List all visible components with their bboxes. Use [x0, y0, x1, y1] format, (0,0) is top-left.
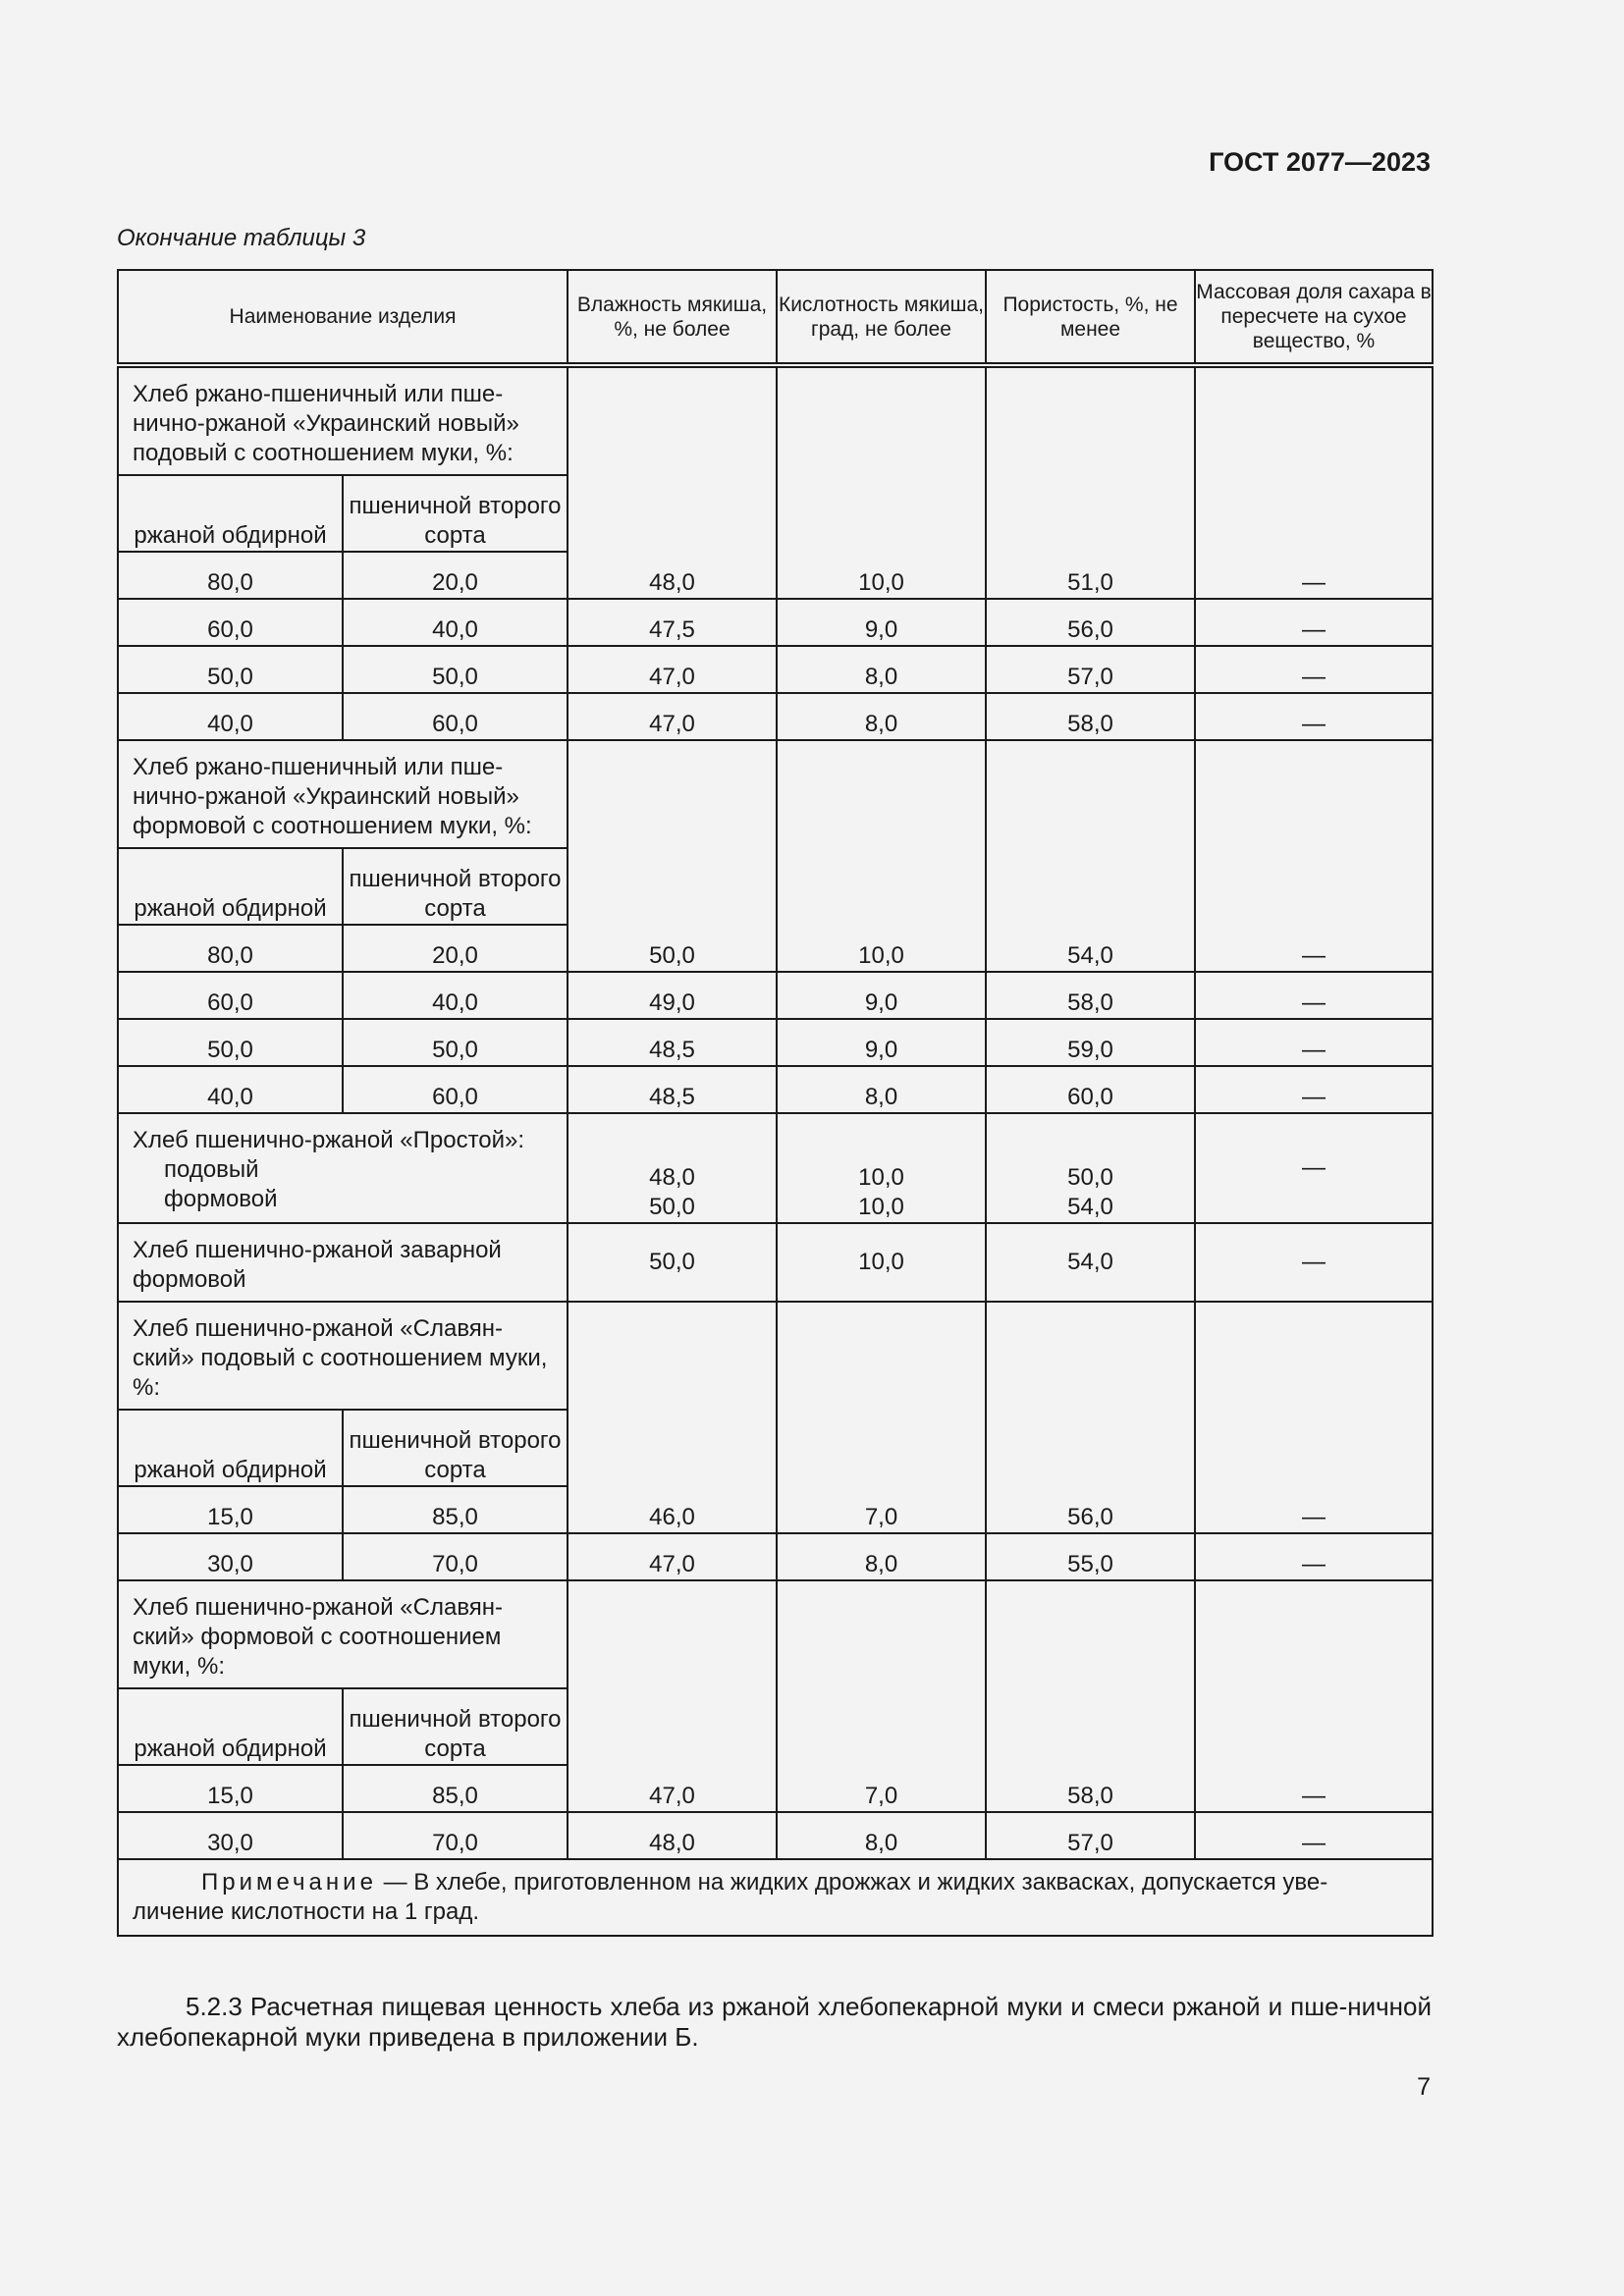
cell-rye: 50,0 — [118, 646, 343, 693]
cell-sugar: — — [1195, 1580, 1433, 1812]
cell-porosity: 51,0 — [986, 365, 1195, 599]
flour-rye-label: ржаной обдирной — [118, 848, 343, 925]
cell-rye: 60,0 — [118, 972, 343, 1019]
cell-rye: 15,0 — [118, 1765, 343, 1812]
table-row — [118, 693, 1433, 740]
cell-acidity: 8,0 — [777, 1066, 986, 1113]
cell-rye: 80,0 — [118, 552, 343, 599]
cell-rye: 30,0 — [118, 1812, 343, 1859]
cell-acidity: 9,0 — [777, 972, 986, 1019]
value-acidity: 10,0 — [858, 1194, 904, 1220]
cell-moisture: 49,0 — [568, 972, 777, 1019]
cell-acidity: 7,0 — [777, 1580, 986, 1812]
col-header-name: Наименование изделия — [118, 270, 568, 365]
cell-wheat: 70,0 — [343, 1533, 568, 1580]
group-title-row — [118, 1580, 1433, 1688]
cell-sugar: — — [1195, 740, 1433, 972]
flour-wheat-label: пшеничной второго сорта — [343, 475, 568, 552]
cell-sugar: — — [1195, 1019, 1433, 1066]
cell-sugar: — — [1195, 1066, 1433, 1113]
cell-wheat: 40,0 — [343, 972, 568, 1019]
group-title-row — [118, 740, 1433, 848]
cell-acidity: 8,0 — [777, 1533, 986, 1580]
group-title: Хлеб пшенично-ржаной заварной формовой — [118, 1223, 568, 1302]
table-header-row — [118, 270, 1433, 365]
cell-acidity: 8,0 — [777, 693, 986, 740]
cell-wheat: 50,0 — [343, 1019, 568, 1066]
cell-sugar: — — [1195, 365, 1433, 599]
cell-moisture: 47,0 — [568, 1580, 777, 1812]
cell-wheat: 20,0 — [343, 925, 568, 972]
flour-wheat-label: пшеничной второго сорта — [343, 1410, 568, 1486]
note-text: — В хлебе, приготовленном на жидких дрожжах и жидких заквасках, допускается уве-личение кислотности на 1 град. — [133, 1869, 1328, 1925]
cell-wheat: 60,0 — [343, 1066, 568, 1113]
table-row — [118, 1812, 1433, 1859]
cell-rye: 40,0 — [118, 693, 343, 740]
col-header-acidity: Кислотность мякиша, град, не более — [777, 270, 986, 365]
item-label: формовой — [164, 1186, 278, 1212]
cell-rye: 80,0 — [118, 925, 343, 972]
col-header-moisture: Влажность мякиша, %, не более — [568, 270, 777, 365]
table-row — [118, 1019, 1433, 1066]
cell-wheat: 60,0 — [343, 693, 568, 740]
paragraph-5-2-3: 5.2.3 Расчетная пищевая ценность хлеба из ржаной хлебопекарной муки и смеси ржаной и пше-ничной хлебопекарной муки приведена в приложении Б. — [117, 1992, 1432, 2052]
cell-porosity — [986, 1113, 1195, 1223]
cell-rye: 50,0 — [118, 1019, 343, 1066]
group-title: Хлеб ржано-пшеничный или пше-нично-ржаной «Украинский новый» формовой с соотношением муки, %: — [118, 740, 568, 848]
cell-sugar: — — [1195, 1223, 1433, 1302]
cell-acidity: 10,0 — [777, 1223, 986, 1302]
note-label: Примечание — [201, 1869, 377, 1896]
cell-wheat: 70,0 — [343, 1812, 568, 1859]
flour-wheat-label: пшеничной второго сорта — [343, 1688, 568, 1765]
table-row — [118, 1113, 1433, 1223]
cell-porosity: 58,0 — [986, 693, 1195, 740]
value-acidity: 10,0 — [858, 1164, 904, 1191]
requirements-table — [117, 269, 1434, 1937]
cell-rye: 60,0 — [118, 599, 343, 646]
cell-moisture: 46,0 — [568, 1302, 777, 1533]
group-title: Хлеб пшенично-ржаной «Славян-ский» формовой с соотношением муки, %: — [118, 1580, 568, 1688]
table-row — [118, 1223, 1433, 1302]
cell-moisture: 47,0 — [568, 693, 777, 740]
cell-rye: 40,0 — [118, 1066, 343, 1113]
cell-sugar: — — [1195, 1113, 1433, 1223]
table-row — [118, 646, 1433, 693]
cell-sugar: — — [1195, 1302, 1433, 1533]
cell-sugar: — — [1195, 1812, 1433, 1859]
page-number: 7 — [1417, 2073, 1431, 2101]
cell-porosity: 60,0 — [986, 1066, 1195, 1113]
cell-moisture: 47,0 — [568, 1533, 777, 1580]
cell-rye: 15,0 — [118, 1486, 343, 1533]
value-porosity: 50,0 — [1067, 1164, 1113, 1191]
group-title-row — [118, 1302, 1433, 1410]
item-label: подовый — [164, 1156, 259, 1183]
value-moisture: 50,0 — [649, 1194, 695, 1220]
table-row — [118, 1533, 1433, 1580]
cell-porosity: 54,0 — [986, 1223, 1195, 1302]
group-title-row — [118, 365, 1433, 475]
table-caption: Окончание таблицы 3 — [117, 225, 366, 251]
cell-moisture: 48,5 — [568, 1019, 777, 1066]
cell-acidity — [777, 1113, 986, 1223]
cell-acidity: 10,0 — [777, 365, 986, 599]
cell-wheat: 85,0 — [343, 1765, 568, 1812]
cell-porosity: 59,0 — [986, 1019, 1195, 1066]
cell-wheat: 20,0 — [343, 552, 568, 599]
cell-acidity: 9,0 — [777, 599, 986, 646]
cell-porosity: 56,0 — [986, 1302, 1195, 1533]
cell-acidity: 10,0 — [777, 740, 986, 972]
flour-rye-label: ржаной обдирной — [118, 1688, 343, 1765]
group-title: Хлеб ржано-пшеничный или пше-нично-ржаной «Украинский новый» подовый с соотношением муки, %: — [118, 365, 568, 475]
cell-sugar: — — [1195, 972, 1433, 1019]
cell-sugar: — — [1195, 646, 1433, 693]
cell-moisture: 50,0 — [568, 740, 777, 972]
group-cell — [118, 1113, 568, 1223]
table-row — [118, 1066, 1433, 1113]
value-moisture: 48,0 — [649, 1164, 695, 1191]
cell-porosity: 55,0 — [986, 1533, 1195, 1580]
table-row — [118, 972, 1433, 1019]
flour-wheat-label: пшеничной второго сорта — [343, 848, 568, 925]
cell-moisture: 48,5 — [568, 1066, 777, 1113]
group-title: Хлеб пшенично-ржаной «Славян-ский» подовый с соотношением муки, %: — [118, 1302, 568, 1410]
col-header-sugar: Массовая доля сахара в пересчете на сухое вещество, % — [1195, 270, 1433, 365]
table-row — [118, 599, 1433, 646]
standard-number: ГОСТ 2077—2023 — [1209, 147, 1431, 177]
col-header-porosity: Пористость, %, не менее — [986, 270, 1195, 365]
cell-moisture: 48,0 — [568, 365, 777, 599]
cell-wheat: 50,0 — [343, 646, 568, 693]
cell-sugar: — — [1195, 599, 1433, 646]
cell-moisture: 47,5 — [568, 599, 777, 646]
cell-porosity: 58,0 — [986, 1580, 1195, 1812]
cell-moisture: 50,0 — [568, 1223, 777, 1302]
group-title: Хлеб пшенично-ржаной «Простой»: — [133, 1127, 525, 1153]
flour-rye-label: ржаной обдирной — [118, 475, 343, 552]
flour-rye-label: ржаной обдирной — [118, 1410, 343, 1486]
cell-rye: 30,0 — [118, 1533, 343, 1580]
cell-moisture — [568, 1113, 777, 1223]
cell-porosity: 57,0 — [986, 646, 1195, 693]
cell-wheat: 40,0 — [343, 599, 568, 646]
value-porosity: 54,0 — [1067, 1194, 1113, 1220]
table-note — [118, 1859, 1433, 1936]
cell-sugar: — — [1195, 1533, 1433, 1580]
cell-sugar: — — [1195, 693, 1433, 740]
cell-porosity: 57,0 — [986, 1812, 1195, 1859]
note-row — [118, 1859, 1433, 1936]
cell-acidity: 7,0 — [777, 1302, 986, 1533]
cell-porosity: 58,0 — [986, 972, 1195, 1019]
cell-wheat: 85,0 — [343, 1486, 568, 1533]
cell-porosity: 56,0 — [986, 599, 1195, 646]
cell-acidity: 9,0 — [777, 1019, 986, 1066]
cell-acidity: 8,0 — [777, 646, 986, 693]
cell-acidity: 8,0 — [777, 1812, 986, 1859]
cell-porosity: 54,0 — [986, 740, 1195, 972]
cell-moisture: 48,0 — [568, 1812, 777, 1859]
cell-moisture: 47,0 — [568, 646, 777, 693]
